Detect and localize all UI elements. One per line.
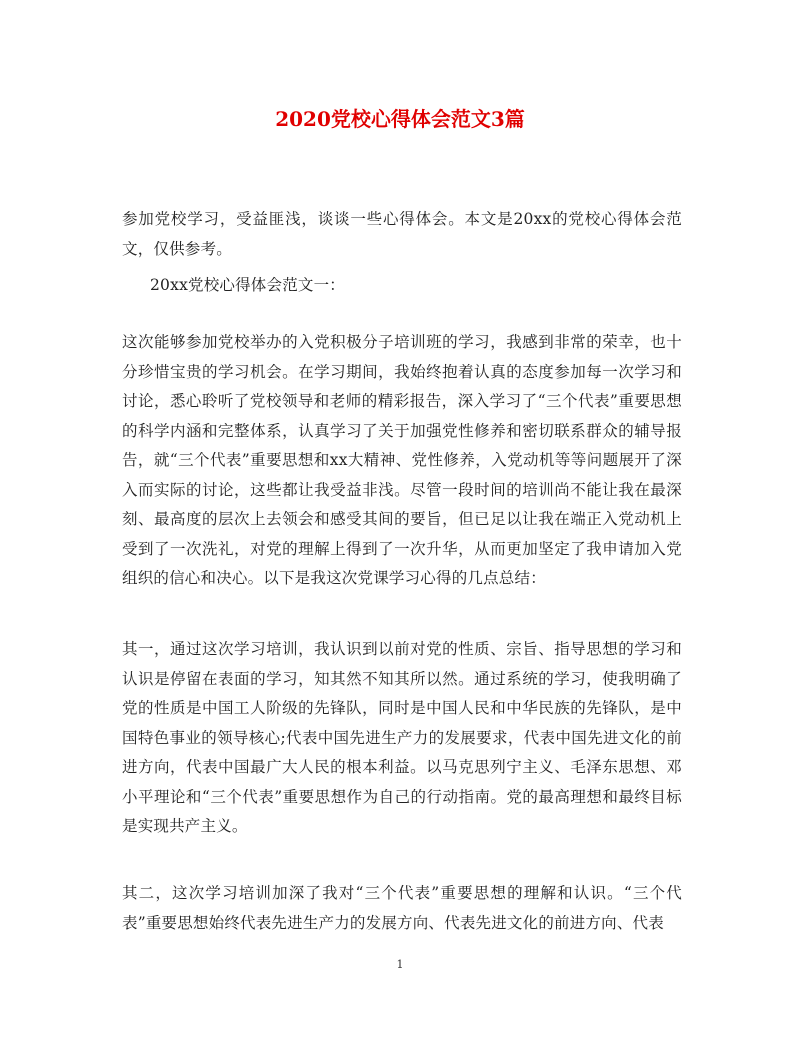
- body-paragraph-1: 这次能够参加党校举办的入党积极分子培训班的学习，我感到非常的荣幸，也十分珍惜宝贵的学习机会。在学习期间，我始终抱着认真的态度参加每一次学习和讨论，悉心聆听了党校领导和老师的精彩报告，深入学习了“三个代表”重要思想的科学内涵和完整体系，认真学习了关于加强党性修养和密切联系群众的辅导报告，就“三个代表”重要思想和xx大精神、党性修养，入党动机等等问题展开了深入而实际的讨论，这些都让我受益非浅。尽管一段时间的培训尚不能让我在最深刻、最高度的层次上去领会和感受其间的要旨，但已足以让我在端正入党动机上受到了一次洗礼，对党的理解上得到了一次升华，从而更加坚定了我申请加入党组织的信心和决心。以下是我这次党课学习心得的几点总结：: [122, 333, 682, 587]
- intro-paragraph: 参加党校学习，受益匪浅，谈谈一些心得体会。本文是20xx的党校心得体会范文，仅供参考。: [122, 210, 682, 258]
- body-paragraph-3: 其二，这次学习培训加深了我对“三个代表”重要思想的理解和认识。“三个代表”重要思想始终代表先进生产力的发展方向、代表先进文化的前进方向、代表: [122, 884, 682, 932]
- document-title: 2020党校心得体会范文3篇: [275, 107, 525, 131]
- section-subheading: 20xx党校心得体会范文一：: [150, 276, 346, 294]
- page-number: 1: [396, 958, 404, 971]
- body-paragraph-2: 其一，通过这次学习培训，我认识到以前对党的性质、宗旨、指导思想的学习和认识是停留在表面的学习，知其然不知其所以然。通过系统的学习，使我明确了党的性质是中国工人阶级的先锋队，同时是中国人民和中华民族的先锋队，是中国特色事业的领导核心;代表中国先进生产力的发展要求，代表中国先进文化的前进方向，代表中国最广大人民的根本利益。以马克思列宁主义、毛泽东思想、邓小平理论和“三个代表”重要思想作为自己的行动指南。党的最高理想和最终目标是实现共产主义。: [122, 640, 682, 835]
